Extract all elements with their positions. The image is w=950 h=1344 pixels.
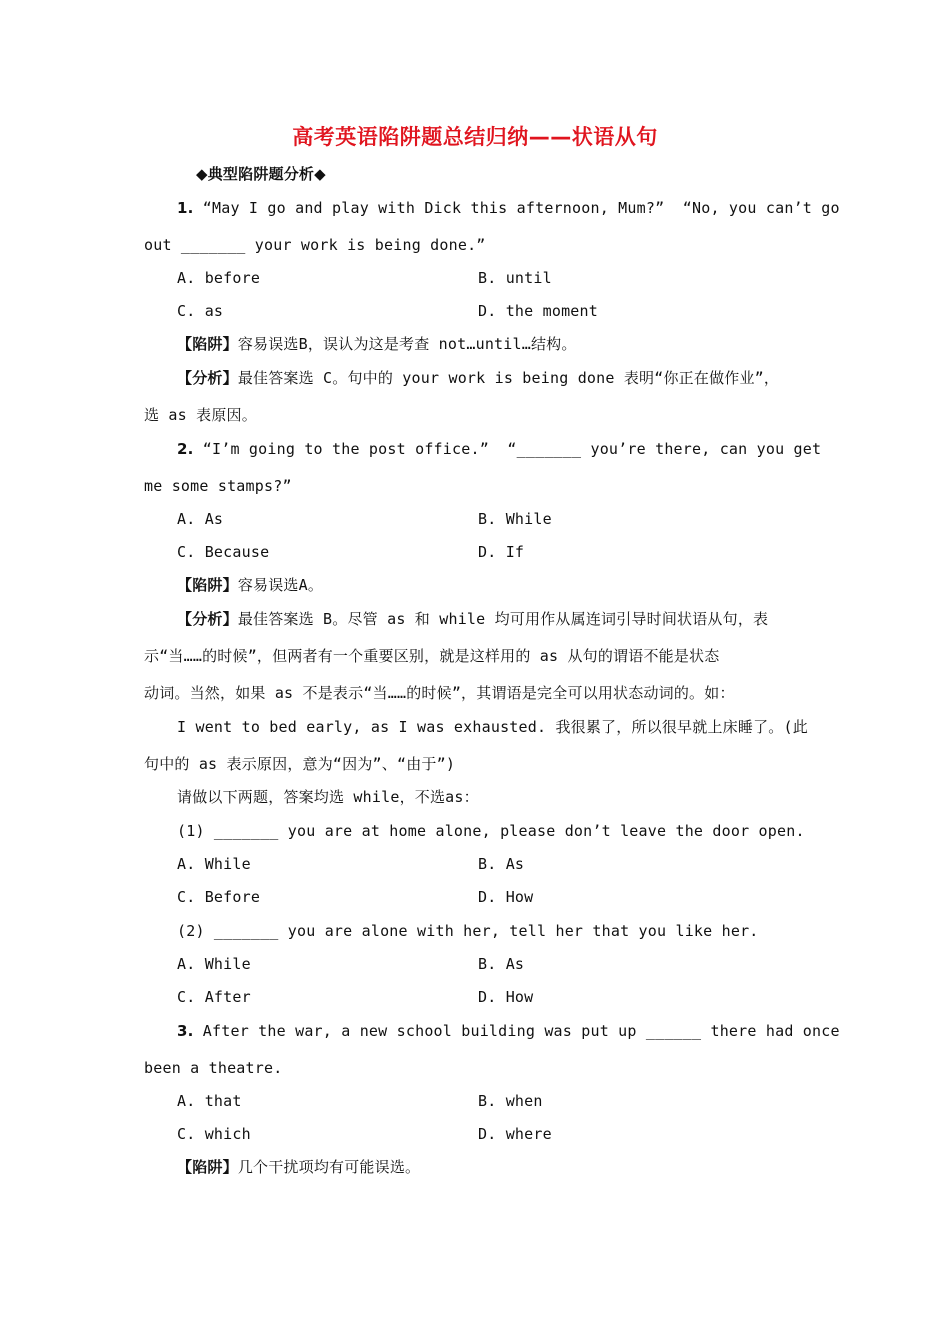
option-d: D. How bbox=[478, 988, 534, 1006]
question-2 bbox=[177, 439, 821, 459]
option-a: A. While bbox=[177, 955, 251, 973]
option-b: B. As bbox=[478, 855, 525, 873]
option-d: D. where bbox=[478, 1125, 552, 1143]
option-d: D. How bbox=[478, 888, 534, 906]
analysis-label: 【分析】 bbox=[177, 610, 238, 628]
trap-label: 【陷阱】 bbox=[177, 1158, 238, 1176]
analysis-text-cont: 示“当……的时候”，但两者有一个重要区别，就是这样用的 as 从句的谓语不能是状态 bbox=[144, 647, 720, 665]
analysis-label: 【分析】 bbox=[177, 369, 238, 387]
trap-label: 【陷阱】 bbox=[177, 576, 238, 594]
question-number: 3. bbox=[177, 1022, 194, 1040]
question-stem: “May I go and play with Dick this afternoon, Mum?” “No, you can’t go bbox=[202, 199, 840, 217]
trap-text: 容易误选A。 bbox=[237, 576, 324, 594]
option-a: A. While bbox=[177, 855, 251, 873]
option-b: B. when bbox=[478, 1092, 543, 1110]
question-stem: After the war, a new school building was put up ______ there had once bbox=[202, 1022, 840, 1040]
option-b: B. until bbox=[478, 269, 552, 287]
document-title: 高考英语陷阱题总结归纳——状语从句 bbox=[292, 125, 658, 149]
option-c: C. Before bbox=[177, 888, 261, 906]
question-1 bbox=[177, 198, 840, 218]
option-c: C. as bbox=[177, 302, 224, 320]
question-number: 1. bbox=[177, 199, 194, 217]
subquestion-2-stem: (2) _______ you are alone with her, tell her that you like her. bbox=[177, 922, 759, 940]
question-number: 2. bbox=[177, 440, 194, 458]
question-stem-cont: out _______ your work is being done.” bbox=[144, 236, 486, 254]
subquestion-1-stem: (1) _______ you are at home alone, please don’t leave the door open. bbox=[177, 822, 805, 840]
section-heading: ◆典型陷阱题分析◆ bbox=[196, 165, 326, 183]
option-c: C. Because bbox=[177, 543, 270, 561]
option-c: C. which bbox=[177, 1125, 251, 1143]
analysis-note bbox=[177, 609, 768, 629]
analysis-text: 最佳答案选 C。句中的 your work is being done 表明“你正在做作业”， bbox=[237, 369, 780, 387]
analysis-text: 最佳答案选 B。尽管 as 和 while 均可用作从属连词引导时间状语从句，表 bbox=[237, 610, 769, 628]
option-a: A. before bbox=[177, 269, 261, 287]
trap-note bbox=[177, 334, 577, 354]
trap-note bbox=[177, 1157, 420, 1177]
question-stem: “I’m going to the post office.” “_______ you’re there, can you get bbox=[202, 440, 822, 458]
option-d: D. the moment bbox=[478, 302, 598, 320]
option-b: B. While bbox=[478, 510, 552, 528]
option-a: A. that bbox=[177, 1092, 242, 1110]
question-stem-cont: me some stamps?” bbox=[144, 477, 292, 495]
example-sentence: I went to bed early, as I was exhausted. 我很累了，所以很早就上床睡了。(此 bbox=[177, 718, 808, 736]
trap-label: 【陷阱】 bbox=[177, 335, 238, 353]
example-sentence-cont: 句中的 as 表示原因，意为“因为”、“由于”) bbox=[144, 755, 456, 773]
trap-text: 容易误选B，误认为这是考查 not…until…结构。 bbox=[237, 335, 577, 353]
option-a: A. As bbox=[177, 510, 224, 528]
analysis-text-cont: 选 as 表原因。 bbox=[144, 406, 257, 424]
question-stem-cont: been a theatre. bbox=[144, 1059, 283, 1077]
question-3 bbox=[177, 1021, 840, 1041]
trap-note bbox=[177, 575, 323, 595]
option-d: D. If bbox=[478, 543, 525, 561]
instruction-text: 请做以下两题，答案均选 while，不选as： bbox=[177, 788, 479, 806]
analysis-note bbox=[177, 368, 779, 388]
analysis-text-cont: 动词。当然，如果 as 不是表示“当……的时候”，其谓语是完全可以用状态动词的。如： bbox=[144, 684, 735, 702]
option-c: C. After bbox=[177, 988, 251, 1006]
option-b: B. As bbox=[478, 955, 525, 973]
trap-text: 几个干扰项均有可能误选。 bbox=[237, 1158, 421, 1176]
